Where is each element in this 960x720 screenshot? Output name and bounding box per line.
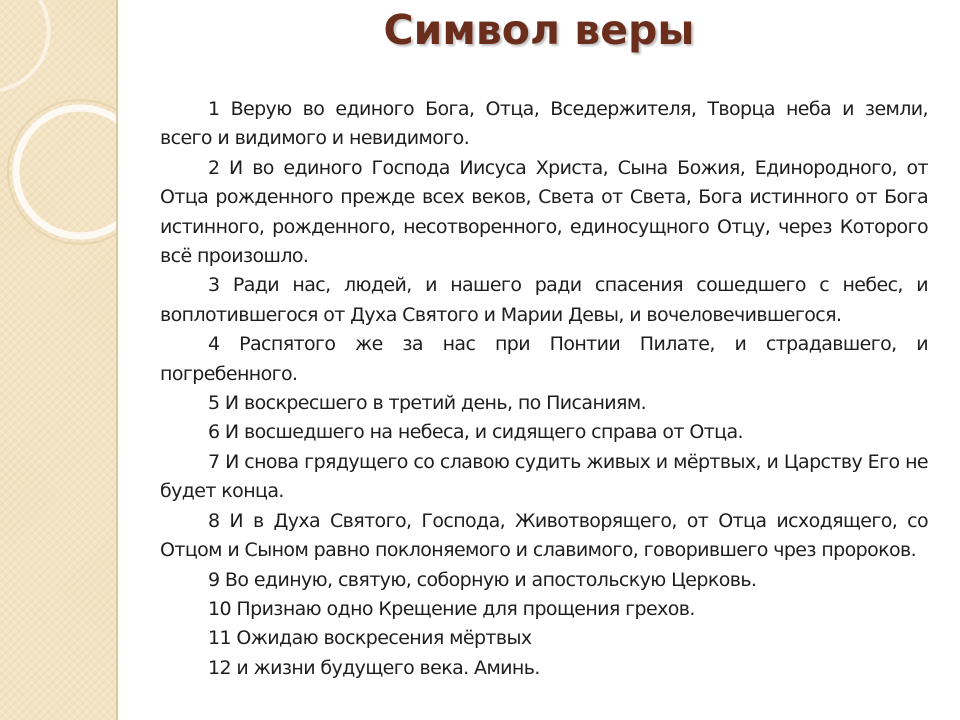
creed-paragraph-3: 3 Ради нас, людей, и нашего ради спасения сошедшего с небес, и воплотившегося от Духа Святого и Марии Девы, и вочеловечившегося. — [160, 274, 928, 326]
creed-paragraph-7: 7 И снова грядущего со славою судить живых и мёртвых, и Царству Его не будет конца. — [160, 450, 928, 503]
creed-paragraph-8: 8 И в Духа Святого, Господа, Животворящего, от Отца исходящего, со Отцом и Сыном равно поклоняемого и славимого, говорившего чрез пророков. — [160, 509, 928, 562]
creed-paragraph-2: 2 И во единого Господа Иисуса Христа, Сына Божия, Единородного, от Отца рожденного прежде всех веков, Света от Света, Бога истинного от Бога истинного, рожденного, несотворенного, единосущного Отцу, через Которого всё произошло. — [160, 156, 928, 268]
creed-text — [160, 95, 928, 683]
creed-paragraph-4: 4 Распятого же за нас при Понтии Пилате, и страдавшего, и погребенного. — [160, 333, 928, 385]
decorative-sidebar — [0, 0, 118, 720]
top-arc-shape — [0, 0, 49, 90]
creed-paragraph-12: 12 и жизни будущего века. Аминь. — [208, 656, 540, 679]
creed-paragraph-9: 9 Во единую, святую, соборную и апостольскую Церковь. — [208, 568, 757, 591]
large-circle-outline-shape — [8, 100, 118, 244]
creed-paragraph-11: 11 Ожидаю воскресения мёртвых — [208, 627, 532, 650]
creed-paragraph-1: 1 Верую во единого Бога, Отца, Вседержителя, Творца неба и земли, всего и видимого и невидимого. — [160, 98, 928, 150]
sidebar-divider — [116, 0, 118, 720]
creed-paragraph-10: 10 Признаю одно Крещение для прощения грехов. — [208, 597, 695, 620]
decorative-circles-icon — [0, 0, 118, 720]
large-circle-shape — [16, 108, 118, 236]
creed-paragraph-6: 6 И восшедшего на небеса, и сидящего справа от Отца. — [208, 421, 743, 444]
page-title: Символ веры — [383, 6, 695, 54]
creed-paragraph-5: 5 И воскресшего в третий день, по Писаниям. — [208, 392, 647, 415]
